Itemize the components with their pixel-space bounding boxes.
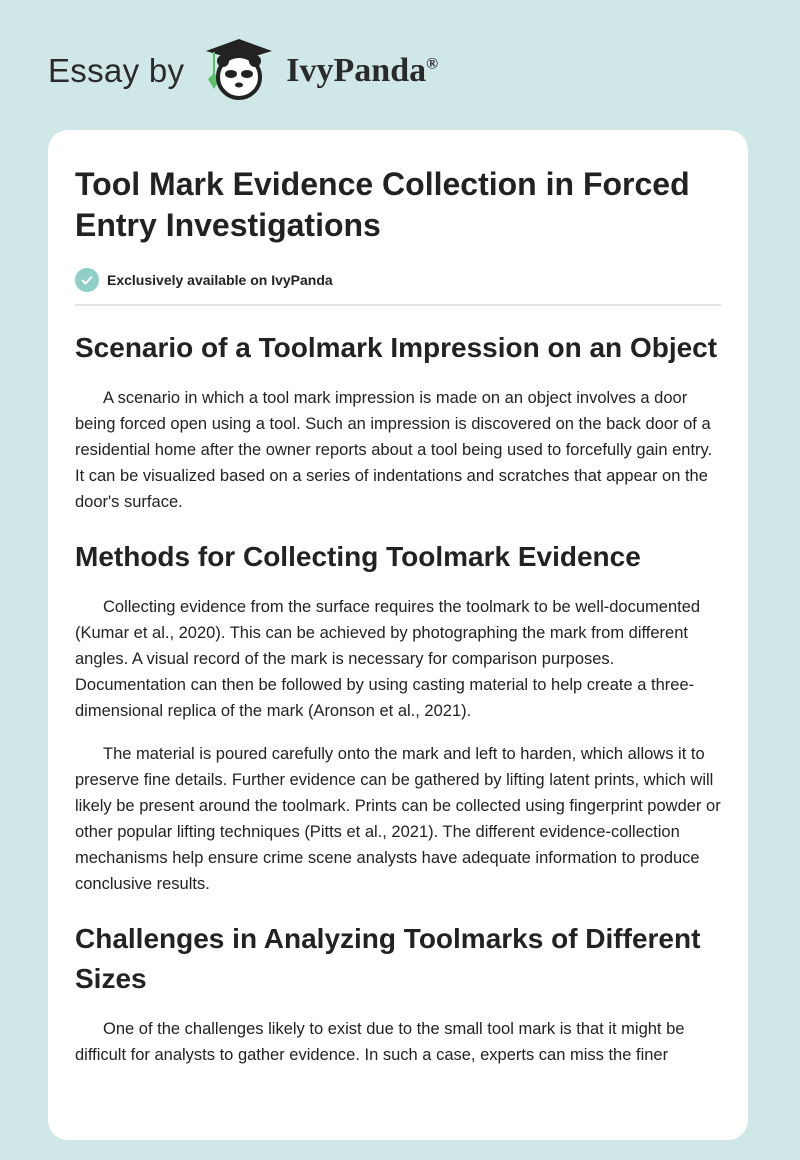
paragraph: One of the challenges likely to exist due to the small tool mark is that it might be difficult for analysts to gather evidence. In such a case, experts can miss the finer <box>75 1020 685 1064</box>
panda-logo-icon[interactable] <box>204 37 274 106</box>
brand-name[interactable]: IvyPanda® <box>286 52 439 89</box>
check-icon <box>75 268 99 292</box>
site-header <box>48 36 438 106</box>
paragraph: A scenario in which a tool mark impression is made on an object involves a door being forced open using a tool. Such an impression is discovered on the back door of a residential home after the owner reports about a tool being used to forcefully gain entry. It can be visualized based on a series of indentations and scratches that appear on the door's surface. <box>75 389 713 511</box>
section-heading: Scenario of a Toolmark Impression on an Object <box>75 332 718 363</box>
exclusive-label: Exclusively available on IvyPanda <box>107 272 333 288</box>
essay-by-label: Essay by <box>48 52 185 89</box>
essay-card <box>48 130 748 1140</box>
paragraph: Collecting evidence from the surface requires the toolmark to be well-documented (Kumar et al., 2020). This can be achieved by photographing the mark from different angles. A visual record of the mark is necessary for comparison purposes. Documentation can then be followed by using casting material to help create a three-dimensional replica of the mark (Aronson et al., 2021). <box>75 598 701 720</box>
page-title: Tool Mark Evidence Collection in Forced Entry Investigations <box>75 166 690 243</box>
exclusive-badge <box>75 268 721 292</box>
divider <box>75 304 721 306</box>
paragraph: The material is poured carefully onto the mark and left to harden, which allows it to preserve fine details. Further evidence can be gathered by lifting latent prints, which will likely be present around the toolmark. Prints can be collected using fingerprint powder or other popular lifting techniques (Pitts et al., 2021). The different evidence-collection mechanisms help ensure crime scene analysts have adequate information to produce conclusive results. <box>75 745 721 893</box>
section-heading: Challenges in Analyzing Toolmarks of Different Sizes <box>75 923 701 994</box>
section-heading: Methods for Collecting Toolmark Evidence <box>75 541 641 572</box>
